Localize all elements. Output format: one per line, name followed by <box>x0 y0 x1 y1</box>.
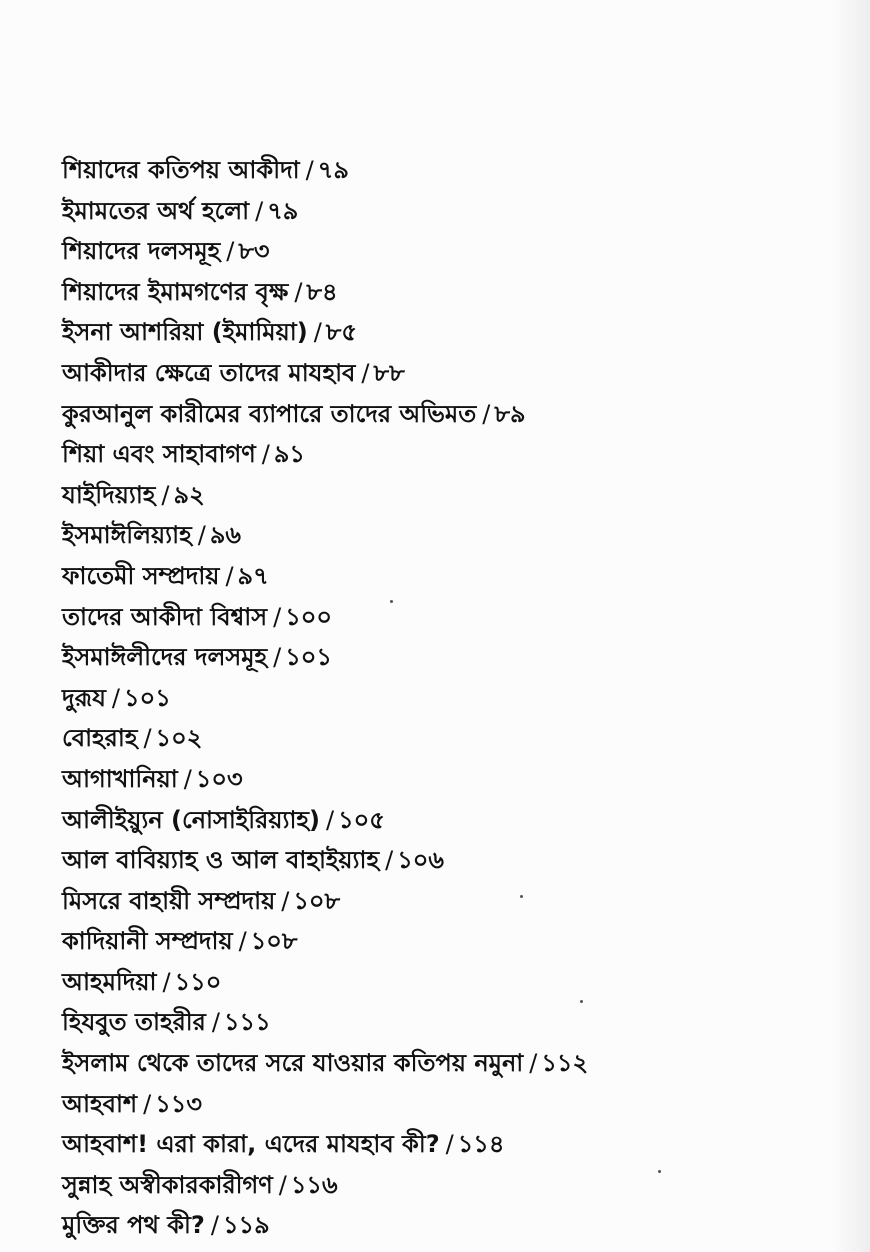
toc-separator: / <box>361 358 370 387</box>
toc-entry <box>62 515 588 556</box>
toc-separator: / <box>326 805 335 834</box>
toc-separator: / <box>294 277 303 306</box>
toc-page-number: ১১০ <box>174 967 222 996</box>
toc-page-number: ১০০ <box>285 602 332 631</box>
toc-separator: / <box>211 1008 220 1037</box>
toc-entry <box>62 272 588 313</box>
toc-entry <box>62 921 588 962</box>
toc-entry-title: শিয়াদের ইমামগণের বৃক্ষ <box>62 277 289 306</box>
toc-entry <box>62 1002 588 1043</box>
toc-page-number: ৮৩ <box>238 237 270 266</box>
toc-entry-title: দুরূয <box>62 683 106 712</box>
toc-separator: / <box>226 237 235 266</box>
toc-separator: / <box>281 886 290 915</box>
toc-entry <box>62 1084 588 1125</box>
toc-page-number: ১১১ <box>223 1008 271 1037</box>
toc-page-number: ১১৯ <box>222 1211 270 1240</box>
table-of-contents <box>62 150 588 1246</box>
toc-entry-title: শিয়া এবং সাহাবাগণ <box>62 440 256 469</box>
toc-entry-title: ফাতেমী সম্প্রদায় <box>62 561 220 590</box>
toc-page-number: ১০৮ <box>250 927 298 956</box>
toc-separator: / <box>273 643 282 672</box>
toc-separator: / <box>313 318 322 347</box>
toc-entry <box>62 718 588 759</box>
toc-entry-title: আল বাবিয়্যাহ ও আল বাহাইয়্যাহ <box>62 846 380 875</box>
toc-entry-title: আগাখানিয়া <box>62 764 178 793</box>
toc-page-number: ১১৪ <box>457 1130 505 1159</box>
toc-page-number: ৮৯ <box>494 399 526 428</box>
toc-entry <box>62 637 588 678</box>
toc-entry <box>62 597 588 638</box>
toc-page-number: ৮৮ <box>373 358 405 387</box>
toc-entry-title: যাইদিয়্যাহ <box>62 480 156 509</box>
toc-entry <box>62 150 588 191</box>
toc-page-number: ১১২ <box>541 1049 589 1078</box>
toc-separator: / <box>183 764 192 793</box>
toc-entry-title: আহমদিয়া <box>62 967 157 996</box>
toc-entry-title: বোহরাহ <box>62 724 138 753</box>
toc-entry <box>62 962 588 1003</box>
toc-entry <box>62 800 588 841</box>
page-edge-shadow <box>832 0 870 1252</box>
toc-entry-title: কাদিয়ানী সম্প্রদায় <box>62 927 233 956</box>
toc-entry-title: আহবাশ <box>62 1089 138 1118</box>
toc-separator: / <box>305 156 314 184</box>
toc-entry <box>62 759 588 800</box>
toc-entry <box>62 312 588 353</box>
toc-entry <box>62 1165 588 1206</box>
toc-separator: / <box>162 967 171 996</box>
toc-page-number: ১০৫ <box>338 805 385 834</box>
toc-page-number: ৭৯ <box>267 196 299 225</box>
toc-entry-title: কুরআনুল কারীমের ব্যাপারে তাদের অভিমত <box>62 399 477 428</box>
toc-entry-title: শিয়াদের দলসমূহ <box>62 237 221 266</box>
toc-separator: / <box>210 1211 219 1240</box>
toc-entry <box>62 394 588 435</box>
toc-separator: / <box>385 846 394 875</box>
toc-page-number: ১০২ <box>155 724 203 753</box>
toc-entry <box>62 1205 588 1246</box>
toc-page-number: ১১৬ <box>290 1170 338 1199</box>
toc-page-number: ১০৬ <box>397 846 444 875</box>
toc-separator: / <box>255 196 264 225</box>
toc-entry <box>62 434 588 475</box>
toc-separator: / <box>482 399 491 428</box>
toc-separator: / <box>111 683 121 712</box>
toc-entry-title: ইসলাম থেকে তাদের সরে যাওয়ার কতিপয় নমুনা <box>62 1049 524 1078</box>
toc-separator: / <box>273 602 282 631</box>
toc-entry <box>62 353 588 394</box>
toc-page-number: ৯১ <box>273 440 306 469</box>
toc-entry-title: মুক্তির পথ কী? <box>62 1211 205 1240</box>
toc-separator: / <box>225 561 234 590</box>
toc-separator: / <box>197 521 206 550</box>
toc-entry <box>62 1124 588 1165</box>
toc-page-number: ৯২ <box>173 480 205 509</box>
toc-entry-title: মিসরে বাহায়ী সম্প্রদায় <box>62 886 276 915</box>
toc-entry <box>62 881 588 922</box>
toc-entry-title: ইসনা আশরিয়া (ইমামিয়া) <box>62 318 308 347</box>
toc-entry <box>62 556 588 597</box>
toc-page-number: ৯৬ <box>209 521 241 550</box>
toc-entry <box>62 475 588 516</box>
toc-page-number: ১০১ <box>124 683 171 712</box>
toc-entry-title: আকীদার ক্ষেত্রে তাদের মাযহাব <box>62 358 356 387</box>
toc-entry <box>62 678 588 719</box>
toc-separator: / <box>143 1089 152 1118</box>
scan-speck <box>658 1170 661 1173</box>
toc-entry-title: শিয়াদের কতিপয় আকীদা <box>62 156 300 184</box>
toc-page-number: ১০৮ <box>293 886 341 915</box>
toc-page-number: ১০১ <box>285 643 332 672</box>
toc-entry-title: ইসমাঈলীদের দলসমূহ <box>62 643 268 672</box>
toc-entry <box>62 840 588 881</box>
toc-page-number: ১০৩ <box>195 764 243 793</box>
toc-entry-title: হিযবুত তাহরীর <box>62 1008 206 1037</box>
toc-page-number: ৮৫ <box>325 318 357 347</box>
toc-separator: / <box>278 1170 287 1199</box>
toc-separator: / <box>529 1049 538 1078</box>
toc-page-number: ৭৯ <box>317 156 349 184</box>
toc-entry <box>62 191 588 232</box>
toc-page-number: ৯৭ <box>237 561 269 590</box>
toc-entry <box>62 231 588 272</box>
toc-page-number: ১১৩ <box>155 1089 202 1118</box>
toc-entry <box>62 1043 588 1084</box>
toc-entry-title: তাদের আকীদা বিশ্বাস <box>62 602 268 631</box>
toc-separator: / <box>261 440 270 469</box>
toc-separator: / <box>143 724 152 753</box>
toc-entry-title: আলীইয়্যুন (নোসাইরিয়্যাহ) <box>62 805 320 834</box>
toc-separator: / <box>238 927 247 956</box>
toc-entry-title: ইসমাঈলিয়্যাহ <box>62 521 192 550</box>
toc-separator: / <box>161 480 170 509</box>
toc-entry-title: ইমামতের অর্থ হলো <box>62 196 250 225</box>
toc-separator: / <box>445 1130 454 1159</box>
toc-entry-title: সুন্নাহ অস্বীকারকারীগণ <box>62 1170 273 1199</box>
toc-entry-title: আহবাশ! এরা কারা, এদের মাযহাব কী? <box>62 1130 440 1159</box>
toc-page-number: ৮৪ <box>306 277 338 306</box>
